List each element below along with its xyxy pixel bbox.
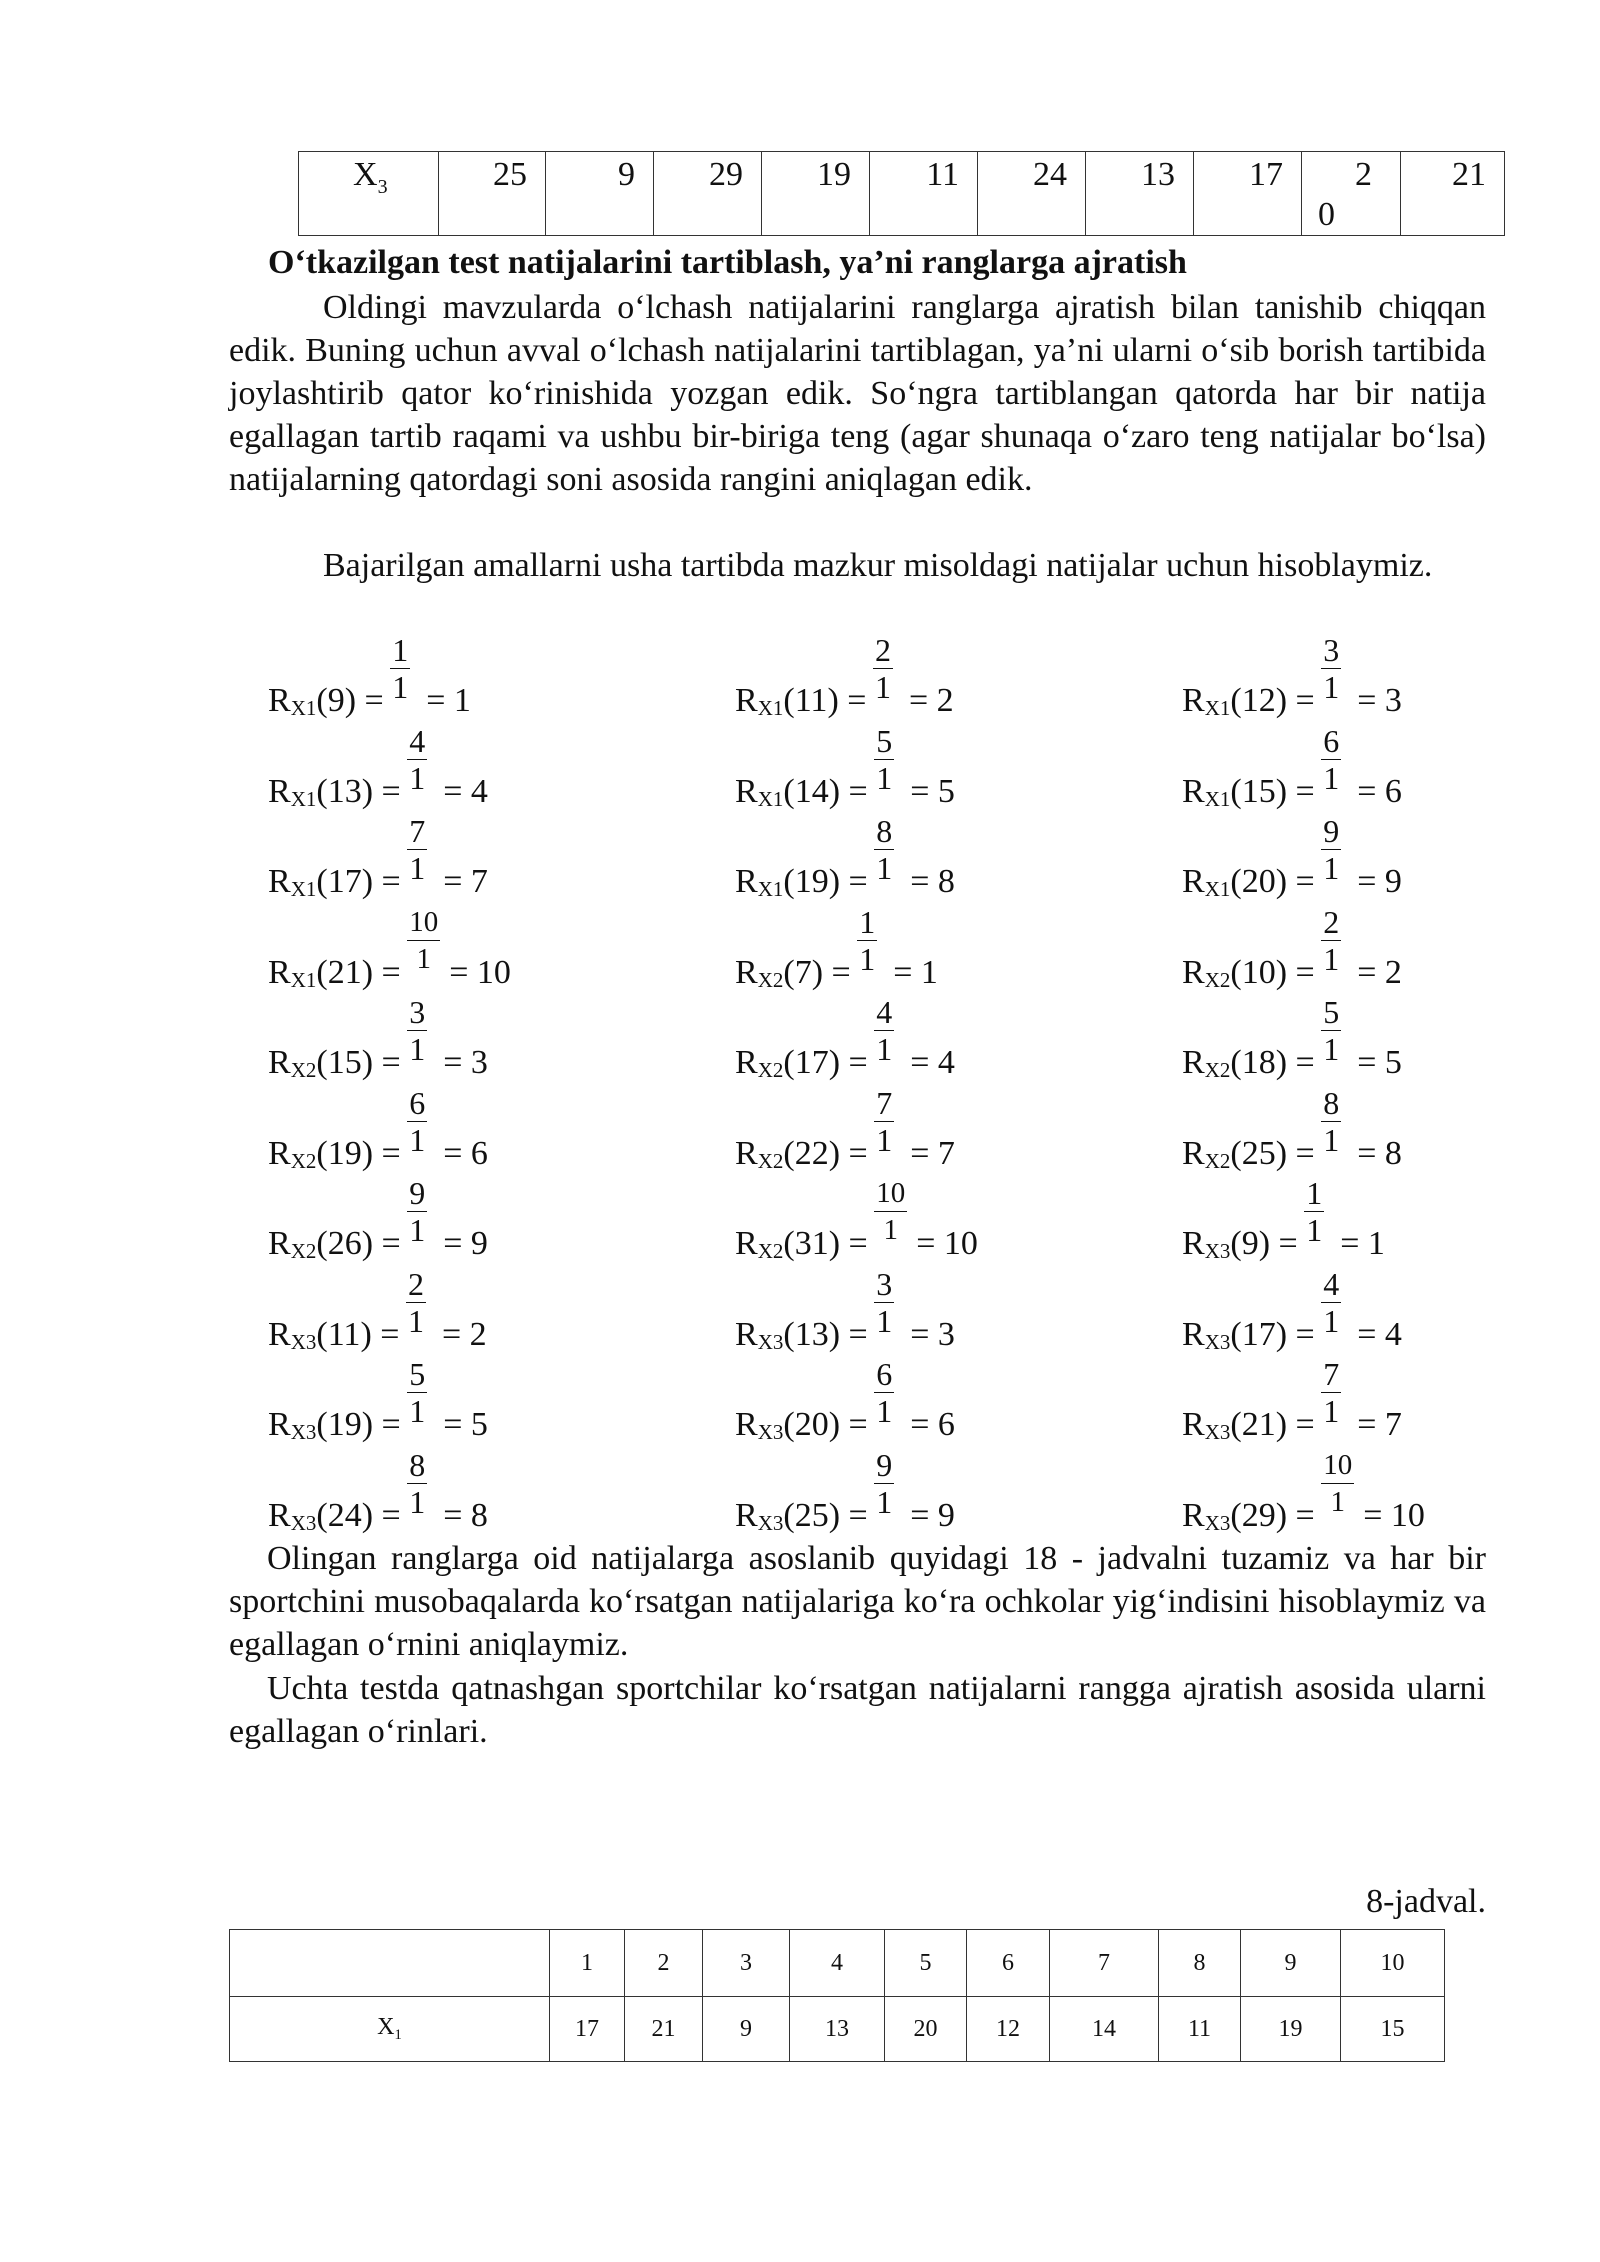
paragraph-table-intro: Olingan ranglarga oid natijalarga asoslanib quyidagi 18 - jadvalni tuzamiz va har bir sportchini musobaqalarda ko‘rsatgan natijalariga ko‘ra ochkolar yig‘indisini hisoblaymiz va egallagan o‘rnini aniqlaymiz.	[229, 1540, 1486, 1663]
fraction	[1321, 723, 1341, 796]
rank-equation	[268, 954, 511, 993]
rank-equation	[1182, 1316, 1402, 1355]
column-header: 7	[1050, 1930, 1159, 1997]
rank-equation	[268, 1225, 488, 1264]
column-header: 5	[885, 1930, 967, 1997]
table-cell: 11	[870, 152, 978, 236]
fraction-denominator: 1	[392, 669, 409, 705]
equation-lhs: $R_{X3}(21)$ =	[1182, 1406, 1324, 1444]
cell-line-upper: 2	[1355, 156, 1372, 193]
equation-result: = 6	[910, 1406, 955, 1443]
fraction-denominator: 1	[876, 1121, 893, 1158]
section-heading: O‘tkazilgan test natijalarini tartiblash, ya’ni ranglarga ajratish	[268, 244, 1187, 281]
table-caption: 8-jadval.	[1366, 1883, 1486, 1920]
equation-lhs: $R_{X2}(18)$ =	[1182, 1044, 1324, 1082]
equation-lhs: $R_{X2}(17)$ =	[735, 1044, 877, 1082]
fraction	[1321, 1356, 1341, 1429]
rank-equation	[1182, 863, 1402, 902]
fraction-denominator: 1	[1323, 850, 1340, 886]
table-cell: 19	[762, 152, 870, 236]
fraction	[390, 632, 410, 705]
top-results-table	[298, 151, 1505, 236]
fraction-numerator: 10	[1321, 1447, 1354, 1484]
fraction-numerator: 5	[876, 722, 893, 759]
equation-lhs: $R_{X1}(14)$ =	[735, 772, 877, 811]
column-header: 1	[550, 1930, 625, 1997]
table-cell: 17	[550, 1997, 625, 2062]
fraction	[874, 1356, 894, 1429]
fraction-numerator: 6	[1323, 722, 1340, 759]
equation-result: = 3	[1357, 682, 1402, 719]
fraction-denominator: 1	[876, 759, 893, 796]
fraction-numerator: 5	[1323, 994, 1340, 1030]
fraction-denominator: 1	[1306, 1212, 1323, 1248]
fraction	[1321, 813, 1341, 886]
fraction-numerator: 7	[1323, 1356, 1340, 1392]
fraction-denominator: 1	[876, 1483, 893, 1520]
table-cell: 9	[703, 1997, 790, 2062]
column-header: 4	[790, 1930, 885, 1997]
equation-result: = 1	[426, 682, 471, 719]
fraction	[1304, 1175, 1324, 1248]
fraction-denominator: 1	[1330, 1485, 1345, 1518]
equation-lhs: $R_{X1}(12)$ =	[1182, 682, 1324, 720]
equation-result: = 10	[1363, 1496, 1425, 1534]
rank-equation	[268, 1497, 488, 1536]
equation-result: = 7	[443, 863, 488, 900]
fraction	[1321, 1085, 1341, 1158]
equation-lhs: $R_{X3}(17)$ =	[1182, 1315, 1324, 1354]
rank-equation	[735, 773, 955, 812]
fraction-numerator: 2	[407, 1265, 424, 1302]
fraction	[1321, 632, 1341, 705]
fraction-numerator: 4	[876, 994, 893, 1030]
fraction-numerator: 8	[876, 813, 893, 849]
equation-result: = 7	[1357, 1406, 1402, 1443]
equation-result: = 3	[443, 1044, 488, 1081]
fraction-denominator: 1	[883, 1214, 898, 1246]
fraction	[407, 1447, 427, 1520]
rank-equation	[735, 1225, 978, 1264]
column-header: 6	[967, 1930, 1050, 1997]
paragraph-calc: Bajarilgan amallarni usha tartibda mazkur misoldagi natijalar uchun hisoblaymiz.	[323, 547, 1433, 584]
fraction	[874, 1447, 894, 1520]
fraction-denominator: 1	[409, 850, 426, 886]
equation-lhs: $R_{X2}(15)$ =	[268, 1044, 410, 1082]
fraction-numerator: 8	[409, 1446, 426, 1483]
fraction-numerator: 4	[1323, 1265, 1340, 1302]
fraction	[874, 1085, 894, 1158]
fraction	[407, 994, 427, 1067]
rank-equation	[1182, 773, 1402, 812]
equation-result: = 2	[1357, 953, 1402, 991]
rank-equation	[735, 1406, 955, 1445]
equation-result: = 10	[916, 1225, 978, 1262]
fraction	[874, 723, 894, 796]
rank-equation	[268, 773, 488, 812]
fraction-denominator: 1	[409, 759, 426, 796]
equation-lhs: $R_{X3}(13)$ =	[735, 1315, 877, 1354]
fraction-numerator: 2	[1323, 903, 1340, 940]
table-cell: 20	[885, 1997, 967, 2062]
fraction-numerator: 2	[874, 632, 891, 668]
row-label: $X_3$	[299, 152, 439, 236]
table-cell: 24	[978, 152, 1086, 236]
equation-lhs: $R_{X2}(19)$ =	[268, 1134, 410, 1173]
table-cell: 9	[546, 152, 654, 236]
fraction	[407, 723, 427, 796]
corner-cell	[230, 1930, 550, 1997]
fraction-denominator: 1	[1323, 1302, 1340, 1339]
equation-result: = 5	[443, 1406, 488, 1443]
equation-result: = 4	[443, 772, 488, 810]
fraction	[407, 1356, 427, 1429]
rank-equation	[268, 1044, 488, 1083]
equation-lhs: $R_{X3}(19)$ =	[268, 1406, 410, 1444]
equation-result: = 9	[443, 1225, 488, 1262]
fraction-denominator: 1	[876, 850, 893, 886]
equation-lhs: $R_{X2}(22)$ =	[735, 1134, 877, 1173]
fraction-denominator: 1	[409, 1212, 426, 1248]
rank-equation	[735, 1316, 955, 1355]
equation-lhs: $R_{X2}(25)$ =	[1182, 1134, 1324, 1173]
fraction	[873, 632, 893, 705]
table-cell: 21	[625, 1997, 703, 2062]
rank-equation	[735, 1497, 955, 1536]
equation-lhs: $R_{X1}(19)$ =	[735, 863, 877, 901]
table-row	[299, 152, 1505, 236]
equation-result: = 8	[1357, 1134, 1402, 1172]
equation-lhs: $R_{X1}(9)$ =	[268, 682, 393, 720]
fraction	[874, 1266, 894, 1339]
column-header: 9	[1241, 1930, 1341, 1997]
fraction-numerator: 9	[876, 1446, 893, 1483]
fraction-numerator: 1	[392, 632, 409, 668]
fraction-denominator: 1	[409, 1031, 426, 1067]
rank-equation	[1182, 1044, 1402, 1083]
fraction	[407, 1085, 427, 1158]
equation-lhs: $R_{X2}(26)$ =	[268, 1225, 410, 1263]
fraction-denominator: 1	[409, 1483, 426, 1520]
column-header: 3	[703, 1930, 790, 1997]
fraction-numerator: 10	[874, 1175, 907, 1212]
fraction	[1321, 994, 1341, 1067]
equation-lhs: $R_{X1}(17)$ =	[268, 863, 410, 901]
equation-result: = 8	[910, 863, 955, 900]
column-header: 8	[1159, 1930, 1241, 1997]
column-header: 2	[625, 1930, 703, 1997]
fraction	[874, 1175, 907, 1248]
fraction-denominator: 1	[876, 1031, 893, 1067]
fraction-denominator: 1	[876, 1393, 893, 1429]
table-header-row	[230, 1930, 1445, 1997]
rank-equation	[268, 1316, 487, 1355]
fraction	[407, 1175, 427, 1248]
equation-result: = 3	[910, 1315, 955, 1353]
fraction-denominator: 1	[409, 1121, 426, 1158]
equation-result: = 9	[1357, 863, 1402, 900]
equation-result: = 5	[1357, 1044, 1402, 1081]
rank-equation	[735, 1135, 955, 1174]
equation-lhs: $R_{X1}(15)$ =	[1182, 772, 1324, 811]
fraction-denominator: 1	[416, 942, 431, 975]
fraction	[874, 994, 894, 1067]
table-cell: 13	[790, 1997, 885, 2062]
fraction-denominator: 1	[1323, 940, 1340, 977]
rank-equation	[268, 1406, 488, 1445]
equation-result: = 2	[441, 1315, 487, 1353]
fraction-denominator: 1	[1323, 759, 1340, 796]
table-cell: 12	[967, 1997, 1050, 2062]
fraction	[407, 904, 440, 977]
equation-lhs: $R_{X3}(29)$ =	[1182, 1496, 1324, 1535]
rank-equation	[1182, 1135, 1402, 1174]
equation-lhs: $R_{X3}(20)$ =	[735, 1406, 877, 1444]
fraction-numerator: 6	[876, 1356, 893, 1392]
table-cell: 13	[1086, 152, 1194, 236]
equation-result: = 8	[443, 1496, 488, 1534]
fraction	[1321, 1266, 1341, 1339]
rank-equation	[735, 954, 938, 993]
table-cell: 21	[1401, 152, 1505, 236]
fraction-numerator: 9	[409, 1175, 426, 1211]
table-cell: 19	[1241, 1997, 1341, 2062]
equation-result: = 7	[910, 1134, 955, 1172]
equation-lhs: $R_{X2}(31)$ =	[735, 1225, 877, 1263]
fraction-numerator: 8	[1323, 1084, 1340, 1121]
equation-lhs: $R_{X3}(24)$ =	[268, 1496, 410, 1535]
table-cell: 15	[1341, 1997, 1445, 2062]
fraction	[1321, 1447, 1354, 1520]
fraction-numerator: 3	[876, 1265, 893, 1302]
fraction	[407, 813, 427, 886]
equation-result: = 4	[910, 1044, 955, 1081]
fraction-numerator: 4	[409, 722, 426, 759]
table-cell: 17	[1194, 152, 1302, 236]
equation-lhs: $R_{X1}(21)$ =	[268, 953, 410, 992]
column-header: 10	[1341, 1930, 1445, 1997]
fraction	[1321, 904, 1341, 977]
equation-lhs: $R_{X3}(25)$ =	[735, 1496, 877, 1535]
row-label: $X_1$	[230, 1997, 550, 2062]
equation-result: = 6	[1357, 772, 1402, 810]
rank-equation	[735, 1044, 955, 1083]
rank-equation	[268, 682, 471, 721]
equation-result: = 1	[1340, 1225, 1385, 1262]
equation-lhs: $R_{X2}(10)$ =	[1182, 953, 1324, 992]
fraction-denominator: 1	[1323, 1121, 1340, 1158]
fraction-denominator: 1	[859, 940, 876, 977]
fraction-numerator: 7	[409, 813, 426, 849]
equation-lhs: $R_{X1}(20)$ =	[1182, 863, 1324, 901]
fraction-denominator: 1	[876, 1302, 893, 1339]
table-cell: 11	[1159, 1997, 1241, 2062]
table-cell-wrapped	[1302, 152, 1401, 236]
fraction	[857, 904, 877, 977]
rank-equation	[1182, 954, 1402, 993]
equation-result: = 1	[893, 953, 938, 991]
equation-result: = 10	[449, 953, 511, 991]
table-cell: 29	[654, 152, 762, 236]
rank-equation	[1182, 1406, 1402, 1445]
equation-lhs: $R_{X3}(11)$ =	[268, 1315, 408, 1354]
fraction-numerator: 10	[407, 904, 440, 941]
fraction-numerator: 3	[1323, 632, 1340, 668]
rank-equation	[735, 863, 955, 902]
fraction-numerator: 9	[1323, 813, 1340, 849]
fraction-numerator: 1	[1306, 1175, 1323, 1211]
cell-line-lower: 0	[1318, 196, 1335, 233]
equation-result: = 6	[443, 1134, 488, 1172]
rank-equation	[268, 863, 488, 902]
equation-lhs: $R_{X2}(7)$ =	[735, 953, 860, 992]
paragraph-intro: Oldingi mavzularda o‘lchash natijalarini ranglarga ajratish bilan tanishib chiqqan edik. Buning uchun avval o‘lchash natijalarini tartiblagan, ya’ni ularni o‘sib borish tartibida joylashtirib qator ko‘rinishida yozgan edik. So‘ngra tartiblangan qatorda har bir natija egallagan tartib raqami va ushbu bir-biriga teng (agar shunaqa o‘zaro teng natijalar bo‘lsa) natijalarning qatordagi soni asosida rangini aniqlagan edik.	[229, 289, 1486, 498]
fraction-denominator: 1	[874, 669, 891, 705]
rank-equation	[1182, 1225, 1385, 1264]
fraction	[406, 1266, 426, 1339]
equation-lhs: $R_{X1}(13)$ =	[268, 772, 410, 811]
fraction-numerator: 7	[876, 1084, 893, 1121]
rank-equation	[735, 682, 954, 721]
table-cell: 25	[439, 152, 546, 236]
fraction-denominator: 1	[1323, 1031, 1340, 1067]
equation-result: = 5	[910, 772, 955, 810]
fraction-denominator: 1	[407, 1302, 424, 1339]
fraction-denominator: 1	[1323, 669, 1340, 705]
equation-result: = 9	[910, 1496, 955, 1534]
fraction-numerator: 6	[409, 1084, 426, 1121]
rank-equation	[1182, 682, 1402, 721]
rank-equation	[1182, 1497, 1425, 1536]
fraction-denominator: 1	[409, 1393, 426, 1429]
paragraph-caption-text: Uchta testda qatnashgan sportchilar ko‘rsatgan natijalarni rangga ajratish asosida ularni egallagan o‘rinlari.	[229, 1670, 1486, 1750]
fraction-numerator: 1	[859, 903, 876, 940]
equation-lhs: $R_{X1}(11)$ =	[735, 682, 875, 720]
equation-lhs: $R_{X3}(9)$ =	[1182, 1225, 1307, 1263]
fraction-denominator: 1	[1323, 1393, 1340, 1429]
rank-equation	[268, 1135, 488, 1174]
table-cell: 14	[1050, 1997, 1159, 2062]
results-table-8	[229, 1929, 1445, 2062]
fraction-numerator: 3	[409, 994, 426, 1030]
fraction	[874, 813, 894, 886]
table-row	[230, 1997, 1445, 2062]
equation-result: = 4	[1357, 1315, 1402, 1353]
equation-result: = 2	[908, 682, 954, 719]
fraction-numerator: 5	[409, 1356, 426, 1392]
